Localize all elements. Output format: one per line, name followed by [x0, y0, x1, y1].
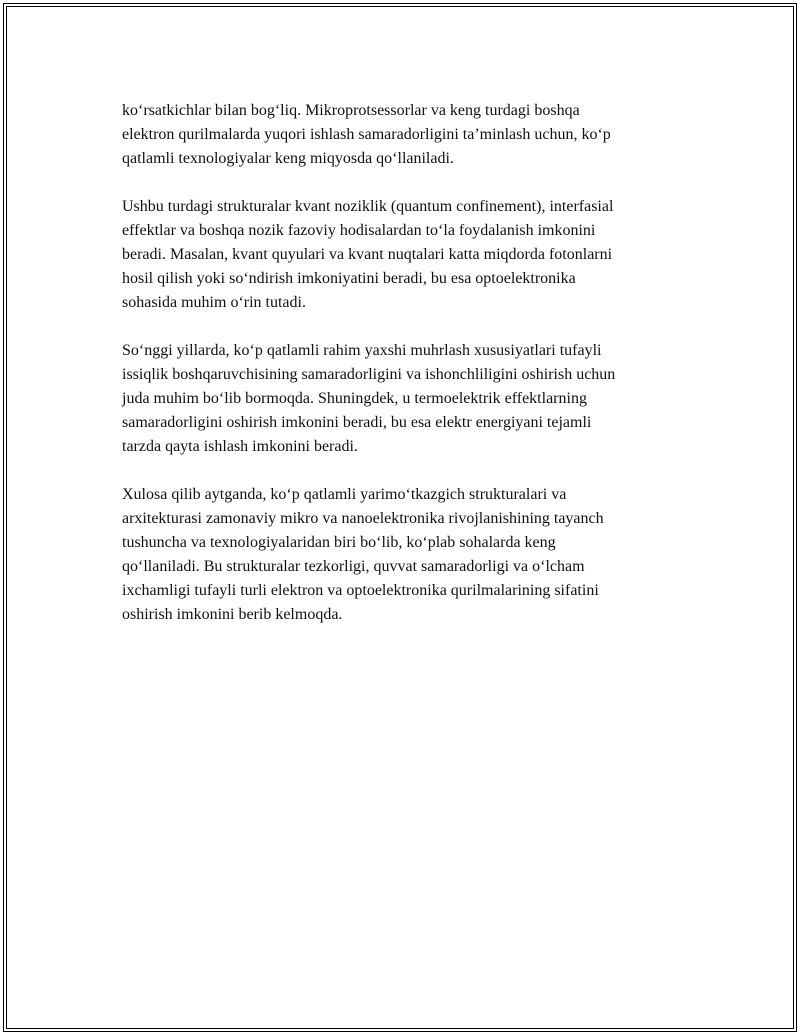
document-page	[3, 3, 797, 1032]
text-line: elektron qurilmalarda yuqori ishlash samaradorligini taʼminlash uchun, koʻp	[122, 126, 611, 143]
text-line: ixchamligi tufayli turli elektron va optoelektronika qurilmalarining sifatini	[122, 582, 599, 599]
text-line: tarzda qayta ishlash imkonini beradi.	[122, 438, 358, 455]
text-line: Ushbu turdagi strukturalar kvant noziklik (quantum confinement), interfasial	[122, 198, 614, 215]
text-line: koʻrsatkichlar bilan bogʻliq. Mikroprotsessorlar va keng turdagi boshqa	[122, 102, 580, 119]
paragraph-1	[122, 99, 702, 171]
text-line: samaradorligini oshirish imkonini beradi, bu esa elektr energiyani tejamli	[122, 414, 592, 431]
text-line: oshirish imkonini berib kelmoqda.	[122, 606, 343, 623]
text-line: sohasida muhim oʻrin tutadi.	[122, 294, 306, 311]
text-line: Xulosa qilib aytganda, koʻp qatlamli yarimoʻtkazgich strukturalari va	[122, 486, 567, 503]
text-line: qoʻllaniladi. Bu strukturalar tezkorligi, quvvat samaradorligi va oʻlcham	[122, 558, 585, 575]
text-line: hosil qilish yoki soʻndirish imkoniyatini beradi, bu esa optoelektronika	[122, 270, 576, 287]
text-line: Soʻnggi yillarda, koʻp qatlamli rahim yaxshi muhrlash xususiyatlari tufayli	[122, 342, 602, 359]
paragraph-2	[122, 195, 702, 315]
text-line: beradi. Masalan, kvant quyulari va kvant nuqtalari katta miqdorda fotonlarni	[122, 246, 613, 263]
text-line: qatlamli texnologiyalar keng miqyosda qoʻllaniladi.	[122, 150, 454, 167]
text-line: tushuncha va texnologiyalaridan biri boʻlib, koʻplab sohalarda keng	[122, 534, 556, 551]
paragraph-4	[122, 483, 702, 627]
document-body	[122, 99, 702, 651]
text-line: issiqlik boshqaruvchisining samaradorligini va ishonchliligini oshirish uchun	[122, 366, 616, 383]
text-line: effektlar va boshqa nozik fazoviy hodisalardan toʻla foydalanish imkonini	[122, 222, 596, 239]
paragraph-3	[122, 339, 702, 459]
text-line: arxitekturasi zamonaviy mikro va nanoelektronika rivojlanishining tayanch	[122, 510, 604, 527]
text-line: juda muhim boʻlib bormoqda. Shuningdek, u termoelektrik effektlarning	[122, 390, 587, 407]
